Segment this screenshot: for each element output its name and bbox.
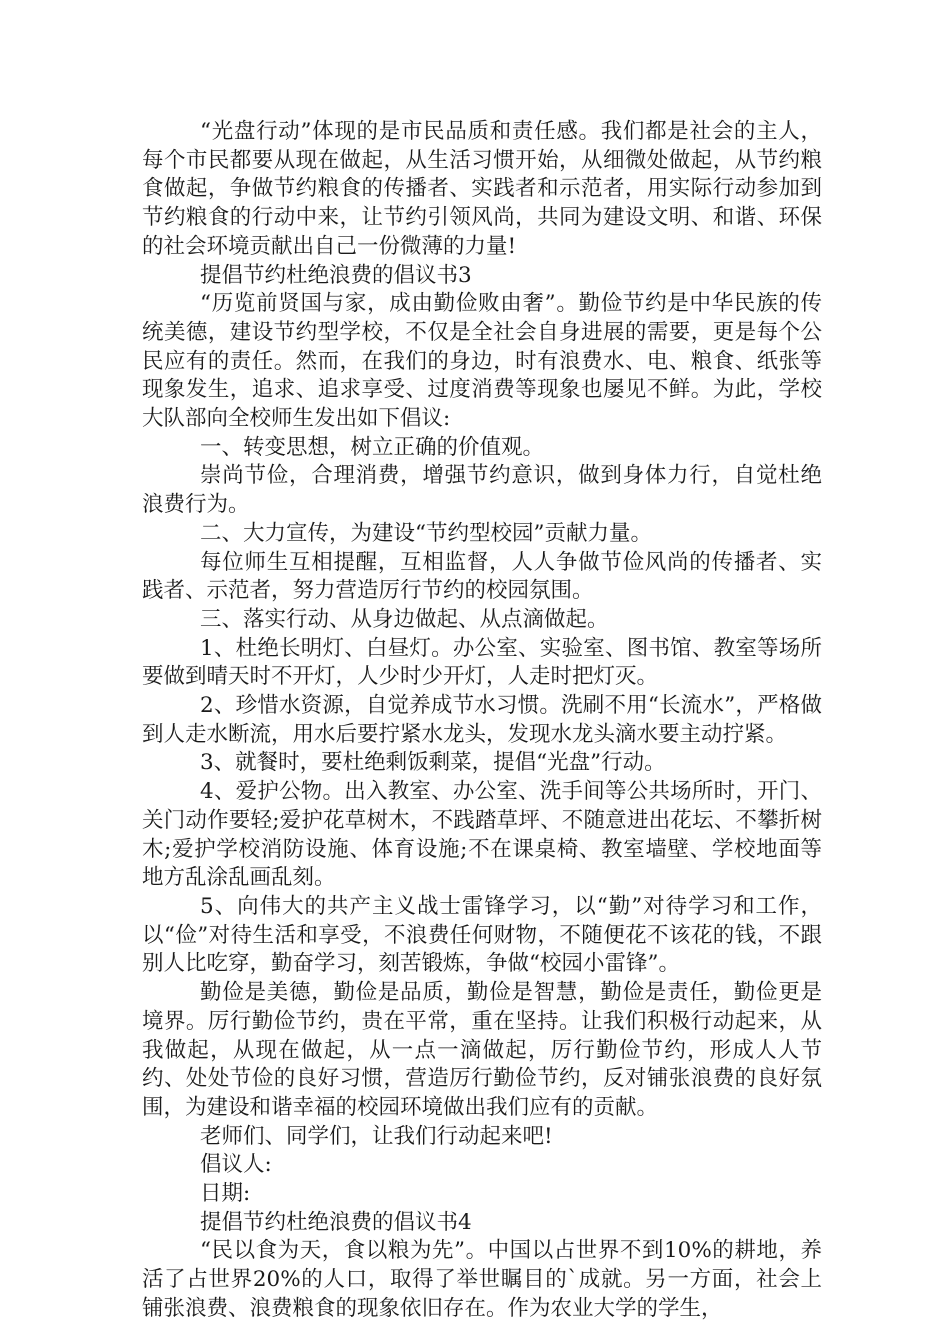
section-heading: 提倡节约杜绝浪费的倡议书3 <box>200 262 472 288</box>
paragraph: 老师们、同学们，让我们行动起来吧! <box>200 1123 553 1149</box>
paragraph: “历览前贤国与家，成由勤俭败由奢”。勤俭节约是中华民族的传统美德，建设节约型学校，不仅是全社会自身进展的需要，更是每个公民应有的责任。然而，在我们的身边，时有浪费水、电、粮食、纸张等现象发生，追求、追求享受、过度消费等现象也屡见不鲜。为此，学校大队部向全校师生发出如下倡议: <box>142 291 822 432</box>
paragraph: 2、珍惜水资源，自觉养成节水习惯。洗刷不用“长流水”，严格做到人走水断流，用水后要拧紧水龙头，发现水龙头滴水要主动拧紧。 <box>142 693 822 747</box>
paragraph: 3、就餐时，要杜绝剩饭剩菜，提倡“光盘”行动。 <box>200 750 666 776</box>
paragraph: 崇尚节俭，合理消费，增强节约意识，做到身体力行，自觉杜绝浪费行为。 <box>142 463 822 518</box>
paragraph: 二、大力宣传，为建设“节约型校园”贡献力量。 <box>200 520 652 546</box>
paragraph: 1、杜绝长明灯、白昼灯。办公室、实验室、图书馆、教室等场所要做到晴天时不开灯，人少时少开灯，人走时把灯灭。 <box>142 635 822 690</box>
signature-line: 倡议人: <box>200 1152 272 1178</box>
paragraph: 一、转变思想，树立正确的价值观。 <box>200 434 545 460</box>
paragraph: “光盘行动”体现的是市民品质和责任感。我们都是社会的主人，每个市民都要从现在做起，从生活习惯开始，从细微处做起，从节约粮食做起，争做节约粮食的传播者、实践者和示范者，用实际行动参加到节约粮食的行动中来，让节约引领风尚，共同为建设文明、和谐、环保的社会环境贡献出自己一份微薄的力量! <box>142 119 822 259</box>
paragraph: 5、向伟大的共产主义战士雷锋学习，以“勤”对待学习和工作，以“俭”对待生活和享受，不浪费任何财物，不随便花不该花的钱，不跟别人比吃穿，勤奋学习，刻苦锻炼，争做“校园小雷锋”。 <box>142 893 822 977</box>
paragraph: 4、爱护公物。出入教室、办公室、洗手间等公共场所时，开门、关门动作要轻;爱护花草树木，不践踏草坪、不随意进出花坛、不攀折树木;爱护学校消防设施、体育设施;不在课桌椅、教室墙壁、学校地面等地方乱涂乱画乱刻。 <box>142 779 822 891</box>
paragraph: 三、落实行动、从身边做起、从点滴做起。 <box>200 606 609 632</box>
paragraph: “民以食为天，食以粮为先”。中国以占世界不到10%的耕地，养活了占世界20%的人口，取得了举世瞩目的`成就。另一方面，社会上铺张浪费、浪费粮食的现象依旧存在。作为农业大学的学生， <box>142 1238 822 1321</box>
document-body <box>142 118 822 1324</box>
section-heading: 提倡节约杜绝浪费的倡议书4 <box>200 1209 472 1235</box>
paragraph: 每位师生互相提醒，互相监督，人人争做节俭风尚的传播者、实践者、示范者，努力营造厉行节约的校园氛围。 <box>142 549 822 604</box>
date-line: 日期: <box>200 1181 251 1207</box>
paragraph: 勤俭是美德，勤俭是品质，勤俭是智慧，勤俭是责任，勤俭更是境界。厉行勤俭节约，贵在平常，重在坚持。让我们积极行动起来，从我做起，从现在做起，从一点一滴做起，厉行勤俭节约，形成人人节约、处处节俭的良好习惯，营造厉行勤俭节约，反对铺张浪费的良好氛围，为建设和谐幸福的校园环境做出我们应有的贡献。 <box>142 980 822 1120</box>
